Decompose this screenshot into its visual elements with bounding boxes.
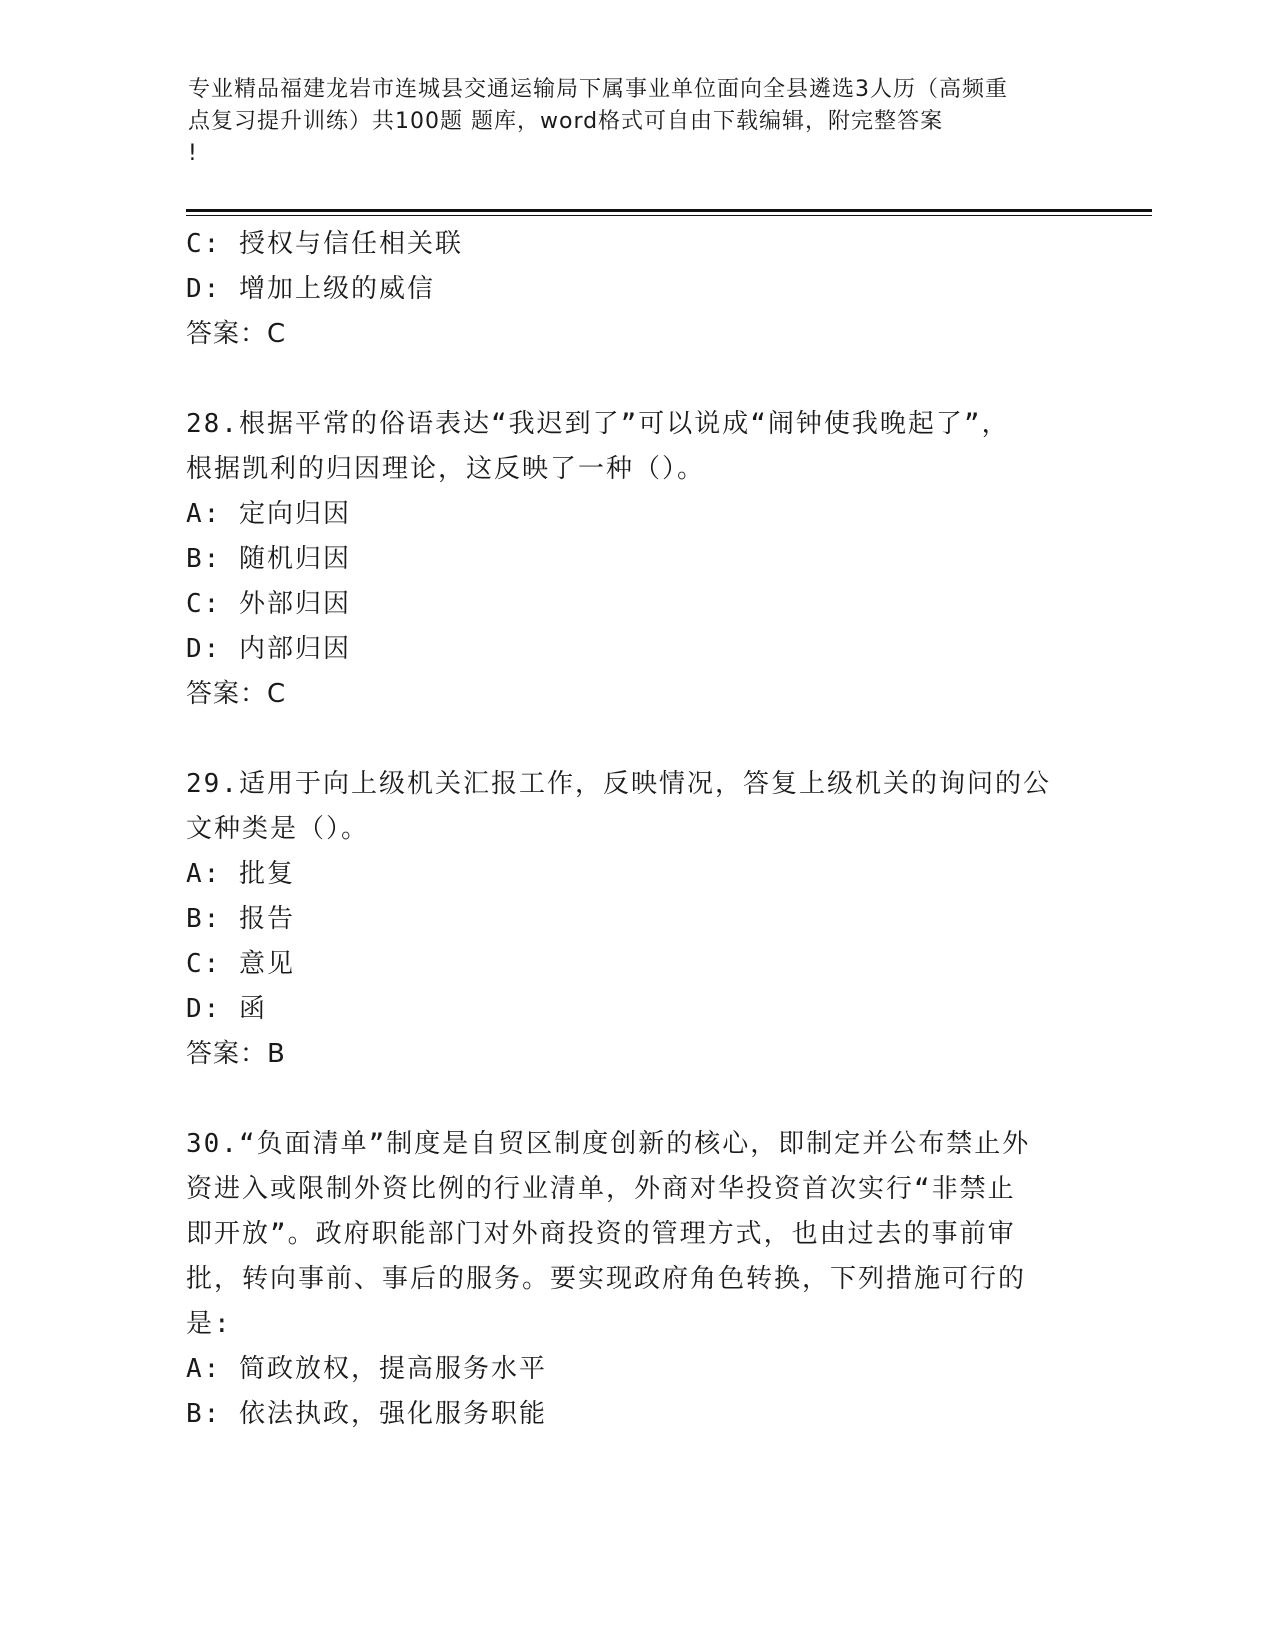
question-text-line: 是:	[186, 1309, 232, 1339]
option-a: A: 简政放权，提高服务水平	[186, 1354, 547, 1384]
spacer	[186, 1077, 1086, 1122]
question-text-line: 批，转向事前、事后的服务。要实现政府角色转换，下列措施可行的	[186, 1264, 1027, 1294]
question-29	[186, 762, 1086, 1077]
spacer	[186, 357, 1086, 402]
option-d: D: 函	[186, 994, 267, 1024]
question-text-line: 28.根据平常的俗语表达“我迟到了”可以说成“闹钟使我晚起了”，	[186, 409, 1010, 439]
question-text-line: 文种类是（）。	[186, 814, 370, 844]
option-a: A: 批复	[186, 859, 295, 889]
question-text-line: 即开放”。政府职能部门对外商投资的管理方式，也由过去的事前审	[186, 1219, 1016, 1249]
question-text-line: 根据凯利的归因理论，这反映了一种（）。	[186, 454, 706, 484]
answer-line: 答案：C	[186, 679, 287, 709]
answer-line: 答案：C	[186, 319, 287, 349]
question-content	[186, 222, 1086, 1437]
question-text-line: 资进入或限制外资比例的行业清单，外商对华投资首次实行“非禁止	[186, 1174, 1016, 1204]
spacer	[186, 717, 1086, 762]
option-a: A: 定向归因	[186, 499, 351, 529]
option-c: C: 外部归因	[186, 589, 351, 619]
option-b: B: 随机归因	[186, 544, 351, 574]
question-28	[186, 402, 1086, 717]
header-divider-thin	[186, 215, 1152, 216]
question-text-line: 29.适用于向上级机关汇报工作，反映情况，答复上级机关的询问的公	[186, 769, 1051, 799]
option-b: B: 依法执政，强化服务职能	[186, 1399, 547, 1429]
header-title-line-2: 点复习提升训练）共100题 题库，word格式可自由下载编辑，附完整答案	[188, 109, 944, 134]
header-divider-thick	[186, 209, 1152, 212]
question-30	[186, 1122, 1086, 1437]
option-d: D: 内部归因	[186, 634, 351, 664]
question-27-tail	[186, 222, 1086, 357]
option-c: C: 意见	[186, 949, 295, 979]
question-text-line: 30.“负面清单”制度是自贸区制度创新的核心，即制定并公布禁止外	[186, 1129, 1031, 1159]
option-d: D: 增加上级的威信	[186, 274, 435, 304]
option-c: C: 授权与信任相关联	[186, 229, 463, 259]
document-header	[188, 74, 1088, 170]
header-title-line-1: 专业精品福建龙岩市连城县交通运输局下属事业单位面向全县遴选3人历（高频重	[188, 77, 1008, 102]
header-title-line-3: !	[188, 141, 198, 166]
answer-line: 答案：B	[186, 1039, 286, 1069]
option-b: B: 报告	[186, 904, 295, 934]
